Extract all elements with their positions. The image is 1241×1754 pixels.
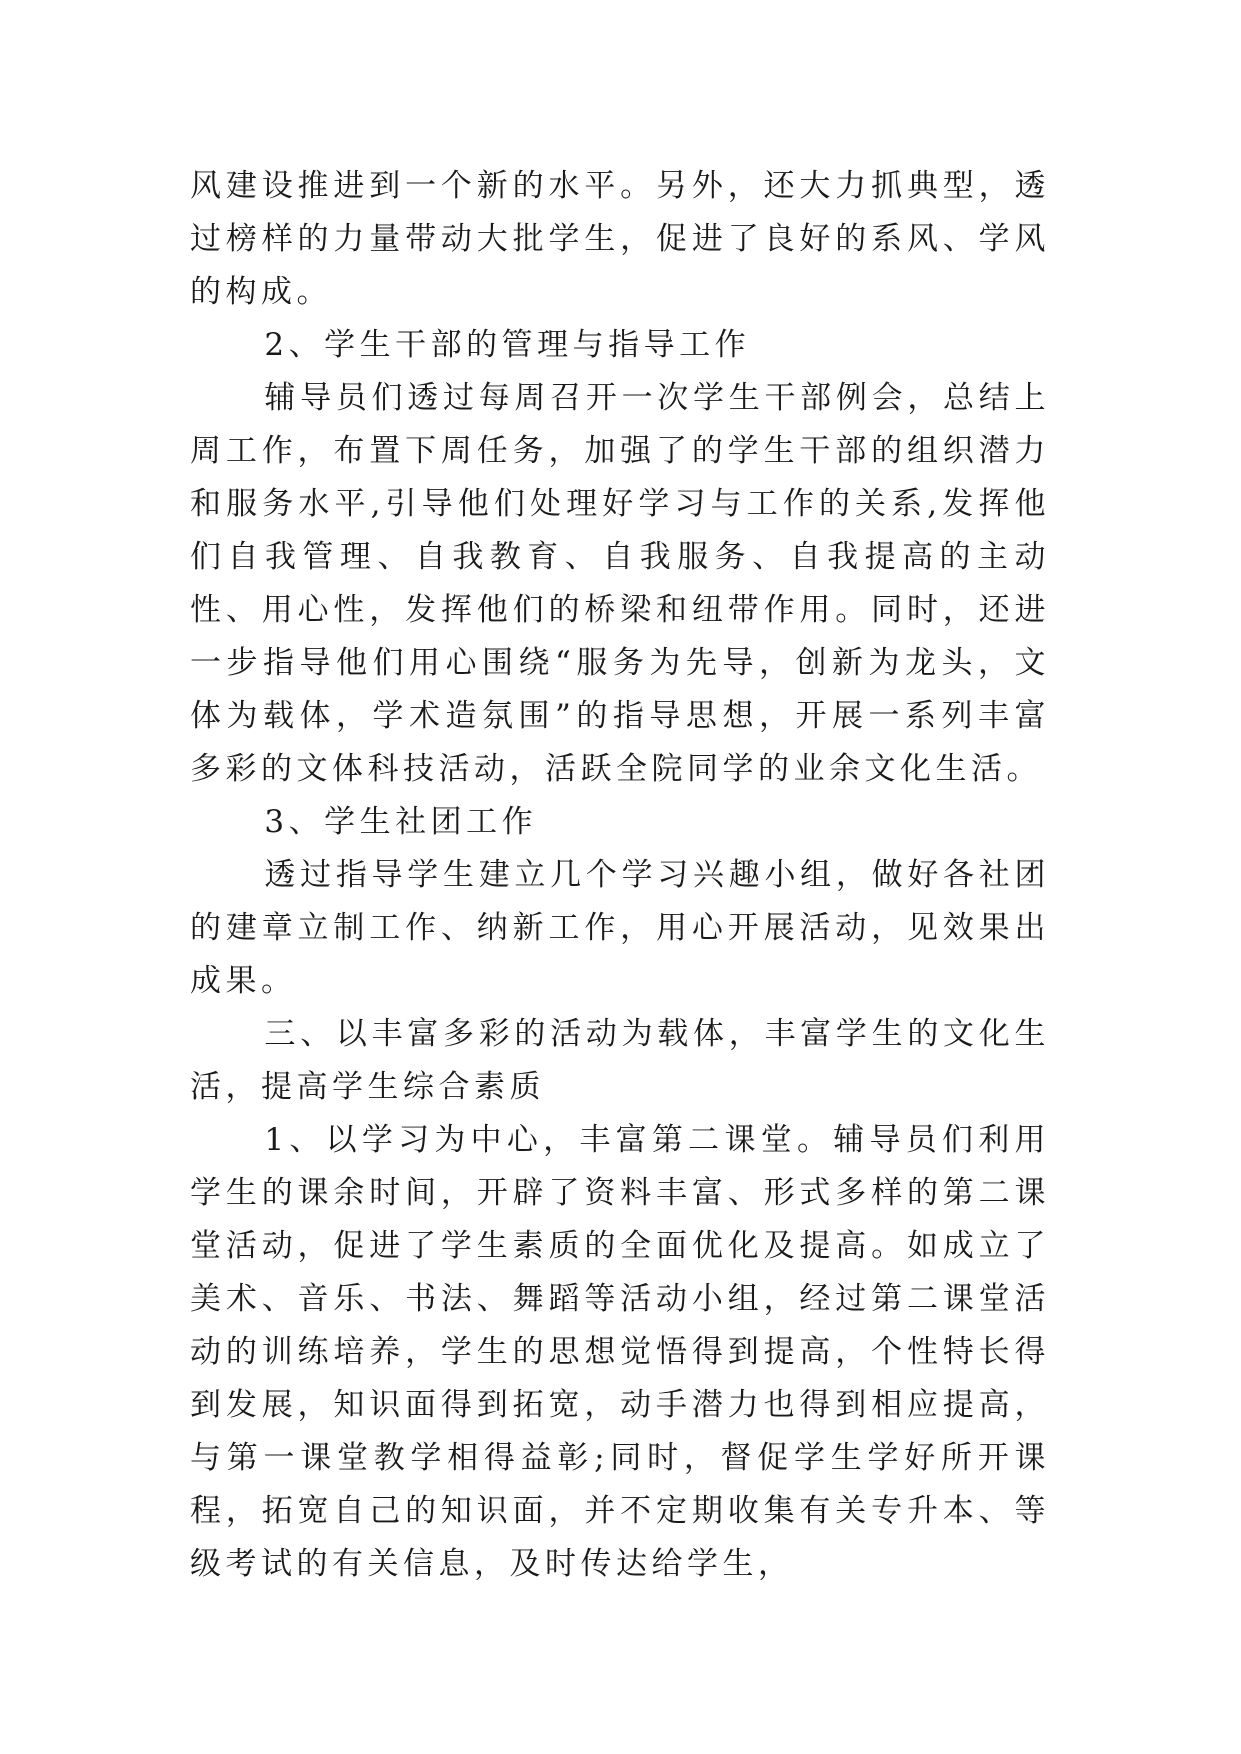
section-heading: 3、学生社团工作 [264, 804, 538, 840]
paragraph: 风建设推进到一个新的水平。另外，还大力抓典型，透过榜样的力量带动大批学生，促进了良好的系风、学风的构成。 [190, 168, 1050, 310]
document-body [190, 160, 1050, 1591]
section-heading: 2、学生干部的管理与指导工作 [264, 327, 751, 363]
paragraph: 1、以学习为中心，丰富第二课堂。辅导员们利用学生的课余时间，开辟了资料丰富、形式多样的第二课堂活动，促进了学生素质的全面优化及提高。如成立了美术、音乐、书法、舞蹈等活动小组，经过第二课堂活动的训练培养，学生的思想觉悟得到提高，个性特长得到发展，知识面得到拓宽，动手潜力也得到相应提高，与第一课堂教学相得益彰;同时，督促学生学好所开课程，拓宽自己的知识面，并不定期收集有关专升本、等级考试的有关信息，及时传达给学生， [190, 1122, 1050, 1582]
paragraph: 辅导员们透过每周召开一次学生干部例会，总结上周工作，布置下周任务，加强了的学生干部的组织潜力和服务水平,引导他们处理好学习与工作的关系,发挥他们自我管理、自我教育、自我服务、自我提高的主动性、用心性，发挥他们的桥梁和纽带作用。同时，还进一步指导他们用心围绕“服务为先导，创新为龙头，文体为载体，学术造氛围”的指导思想，开展一系列丰富多彩的文体科技活动，活跃全院同学的业余文化生活。 [190, 380, 1050, 787]
section-heading: 三、以丰富多彩的活动为载体，丰富学生的文化生活，提高学生综合素质 [190, 1016, 1050, 1105]
paragraph: 透过指导学生建立几个学习兴趣小组，做好各社团的建章立制工作、纳新工作，用心开展活动，见效果出成果。 [190, 857, 1050, 999]
